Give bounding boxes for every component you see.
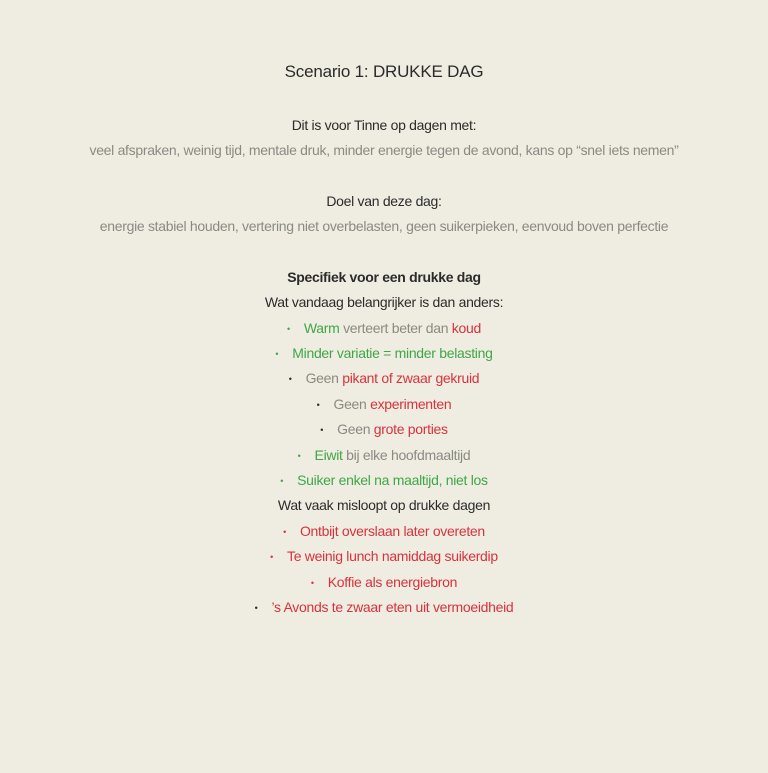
list-item-keyword: koud <box>451 320 481 336</box>
list-item-text: Geen <box>305 370 343 386</box>
bullet-icon: • <box>287 324 290 335</box>
bullet-icon: • <box>275 349 279 360</box>
list-item-keyword: pikant of zwaar gekruid <box>342 370 480 386</box>
list-item <box>0 573 768 592</box>
list-item <box>0 598 768 617</box>
list-item <box>0 395 768 414</box>
bullet-icon: • <box>283 527 286 538</box>
specific-subheading: Wat vandaag belangrijker is dan anders: <box>264 294 504 310</box>
list-item <box>0 547 768 566</box>
bullet-icon: • <box>254 603 258 614</box>
list-item-text: Geen <box>333 396 371 412</box>
list-item <box>0 471 768 490</box>
bullet-icon: • <box>270 552 274 563</box>
list-item-text: Te weinig lunch namiddag suikerdip <box>287 548 498 564</box>
list-item <box>0 319 768 338</box>
list-item <box>0 522 768 541</box>
list-item-text: Minder variatie = minder belasting <box>292 345 493 361</box>
list-item-keyword: Warm <box>303 320 340 336</box>
list-item-text: Koffie als energiebron <box>327 574 458 590</box>
bullet-icon: • <box>320 425 324 436</box>
list-item-text: ’s Avonds te zwaar eten uit vermoeidheid <box>271 599 514 615</box>
goal-heading: Doel van deze dag: <box>326 193 442 209</box>
list-item <box>0 344 768 363</box>
bullet-icon: • <box>288 374 292 385</box>
list-item-text: bij elke hoofdmaaltijd <box>342 447 471 463</box>
list-item-text: verteert beter dan <box>339 320 452 336</box>
bullet-icon: • <box>310 578 314 589</box>
intro-text: veel afspraken, weinig tijd, mentale druk, minder energie tegen de avond, kans op “snel iets nemen” <box>89 142 679 158</box>
goal-text: energie stabiel houden, vertering niet overbelasten, geen suikerpieken, eenvoud boven perfectie <box>99 218 669 234</box>
bullet-icon: • <box>280 476 284 487</box>
list-item-keyword: Eiwit <box>314 447 343 463</box>
list-item <box>0 446 768 465</box>
list-item <box>0 369 768 388</box>
page-title: Scenario 1: DRUKKE DAG <box>284 62 484 81</box>
list-item-keyword: experimenten <box>370 396 452 412</box>
list-item-text: Ontbijt overslaan later overeten <box>299 523 485 539</box>
bullet-icon: • <box>316 400 320 411</box>
bullet-icon: • <box>297 451 301 462</box>
pitfalls-heading: Wat vaak misloopt op drukke dagen <box>277 497 491 513</box>
list-item-text: Geen <box>337 421 374 437</box>
list-item <box>0 420 768 439</box>
intro-heading: Dit is voor Tinne op dagen met: <box>291 117 477 133</box>
list-item-keyword: grote porties <box>373 421 448 437</box>
list-item-text: Suiker enkel na maaltijd, niet los <box>297 472 488 488</box>
specific-heading: Specifiek voor een drukke dag <box>287 269 481 285</box>
